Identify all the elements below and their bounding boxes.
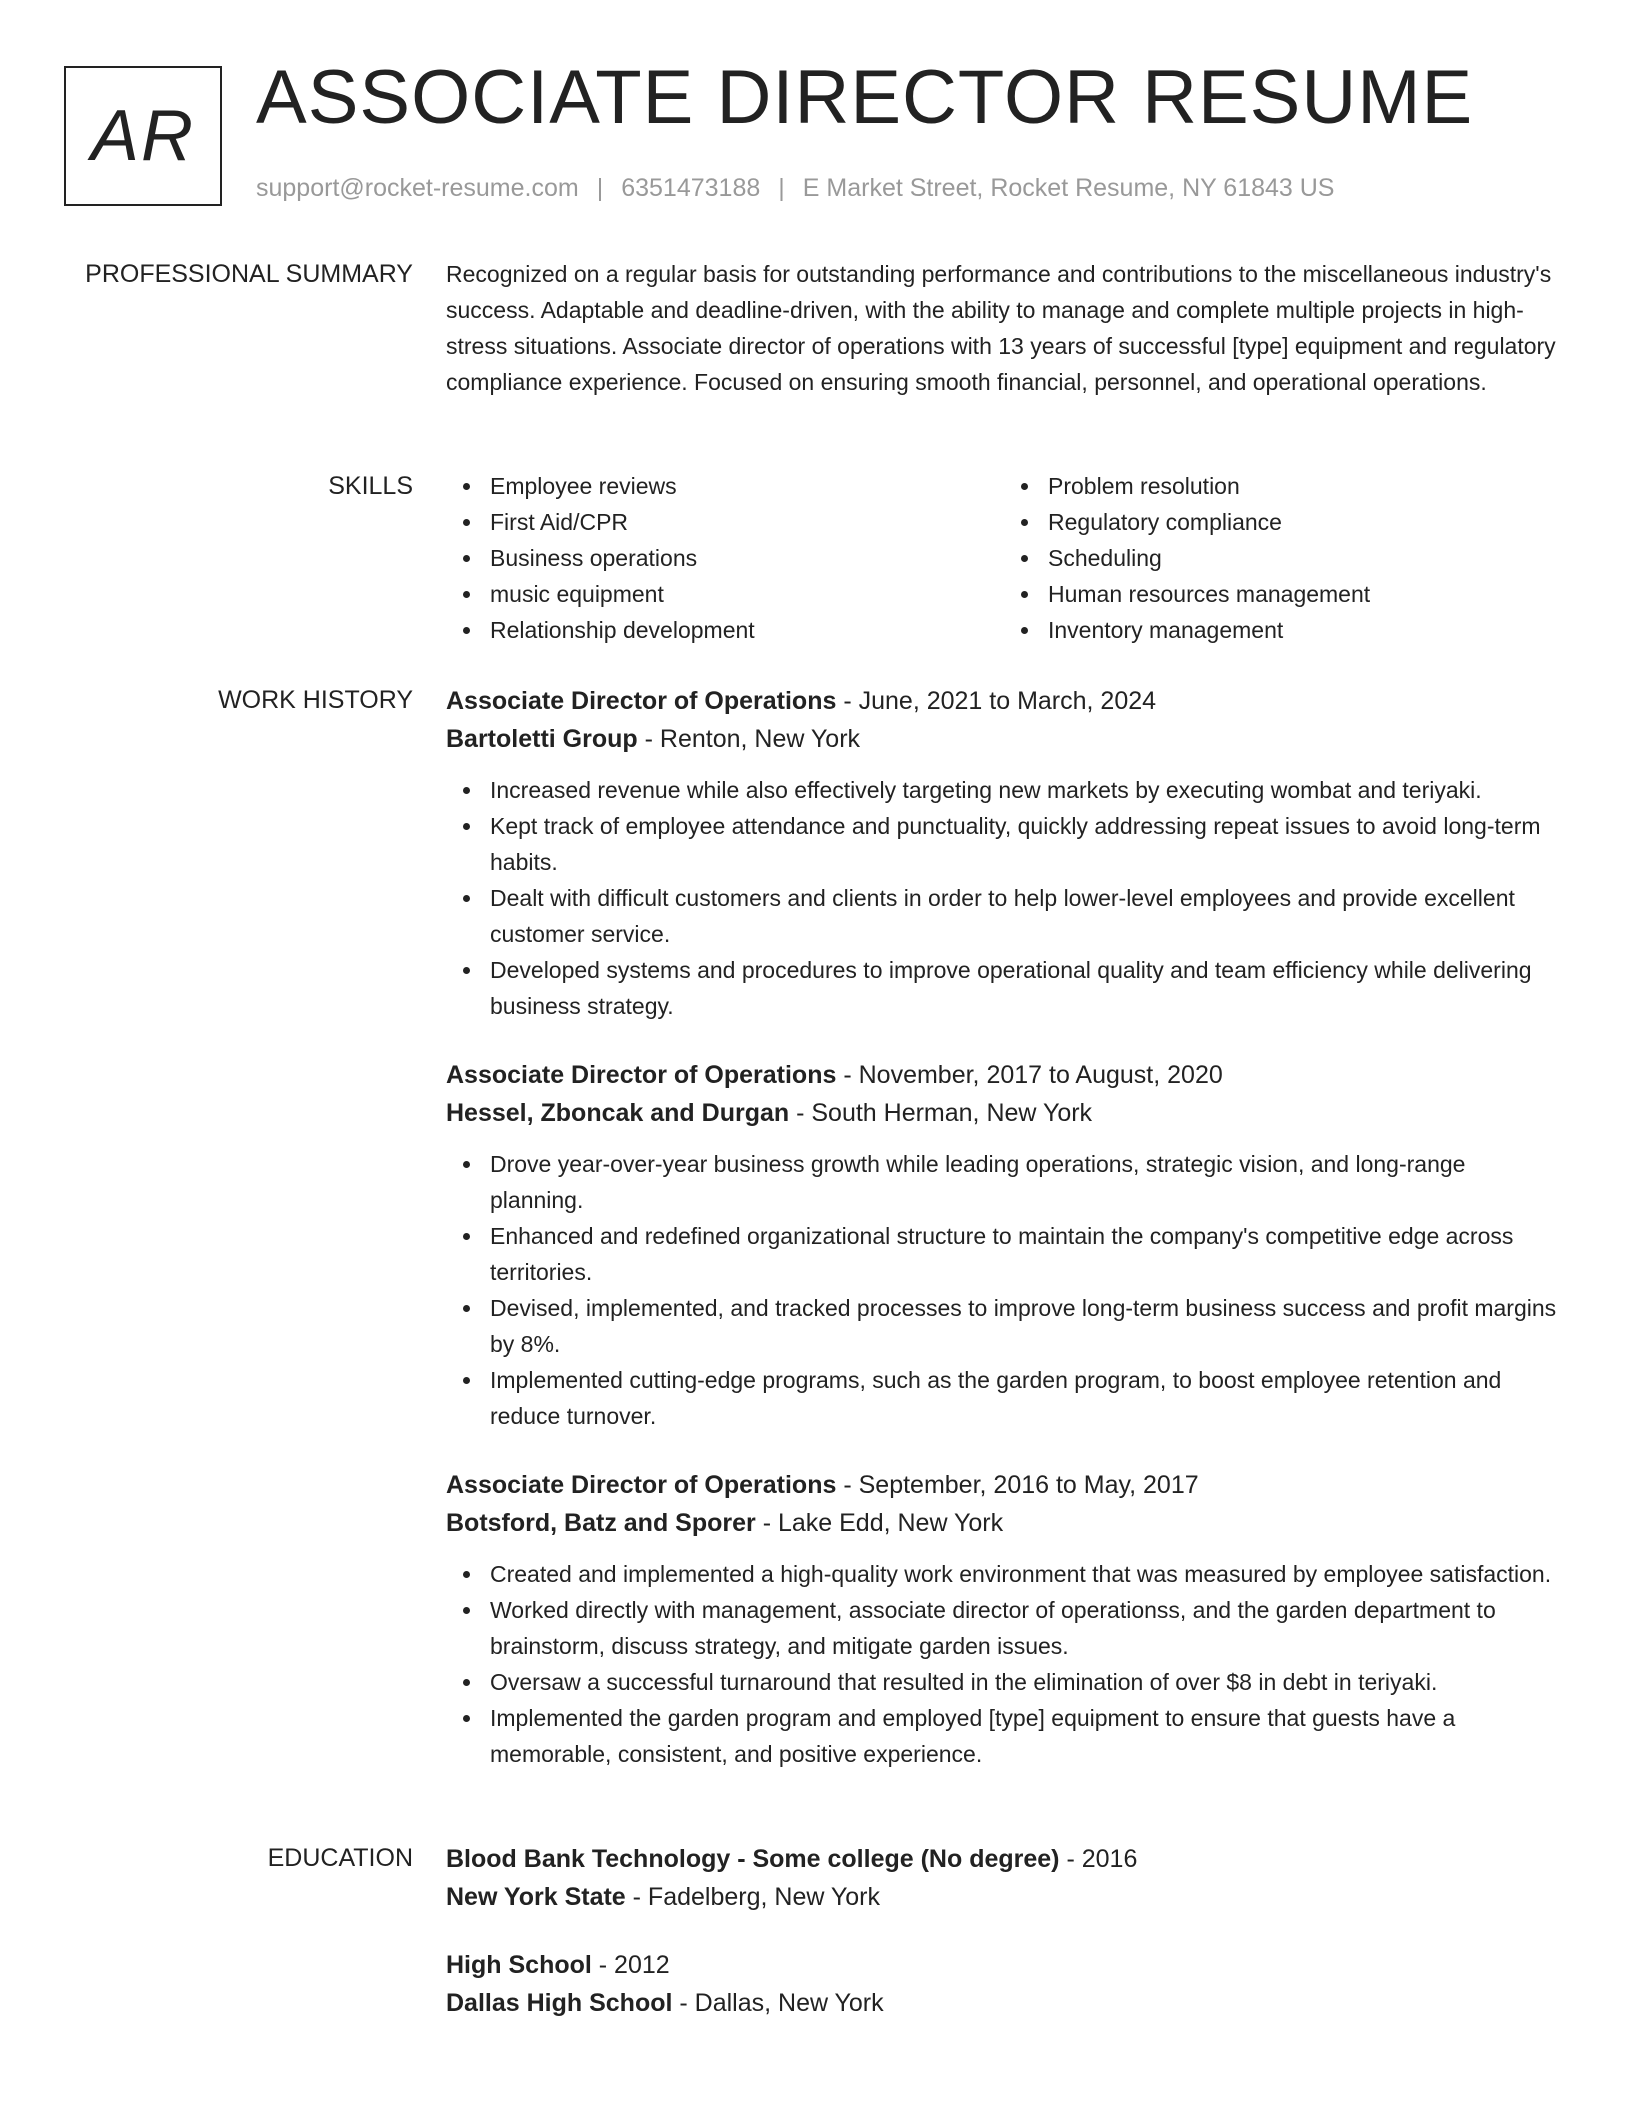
education-entry: [446, 1946, 1562, 2022]
job-title: Associate Director of Operations: [446, 1471, 837, 1499]
job-title-line: [446, 1056, 1562, 1094]
contact-phone: 6351473188: [621, 174, 761, 202]
job-bullet: Drove year-over-year business growth while leading operations, strategic vision, and long-range planning.: [490, 1146, 1562, 1218]
skill-item: Relationship development: [490, 612, 1004, 648]
dash: -: [591, 1951, 615, 1979]
work-history-heading: WORK HISTORY: [218, 686, 413, 714]
job-dates: November, 2017 to August, 2020: [858, 1061, 1223, 1089]
job-location: South Herman, New York: [811, 1099, 1093, 1127]
education-school-line: [446, 1984, 1562, 2022]
dash: -: [672, 1989, 695, 2017]
job-dates: September, 2016 to May, 2017: [858, 1471, 1199, 1499]
skill-item: Problem resolution: [1048, 468, 1562, 504]
dash: -: [836, 687, 859, 715]
job-company: Bartoletti Group: [446, 725, 638, 753]
education-location: Dallas, New York: [694, 1989, 884, 2017]
dash: -: [625, 1883, 648, 1911]
skill-item: Inventory management: [1048, 612, 1562, 648]
skill-item: Scheduling: [1048, 540, 1562, 576]
dash: -: [836, 1061, 859, 1089]
job-bullets: [446, 772, 1562, 1024]
skill-item: First Aid/CPR: [490, 504, 1004, 540]
skills-list-right: [1004, 468, 1562, 648]
resume-title: ASSOCIATE DIRECTOR RESUME: [256, 55, 1474, 140]
skills-heading: SKILLS: [328, 472, 413, 500]
job-bullets: [446, 1556, 1562, 1772]
education-degree-line: [446, 1946, 1562, 1984]
skill-item: Regulatory compliance: [1048, 504, 1562, 540]
education-location: Fadelberg, New York: [647, 1883, 881, 1911]
job-company: Hessel, Zboncak and Durgan: [446, 1099, 790, 1127]
job-bullet: Developed systems and procedures to improve operational quality and team efficiency while delivering business strategy.: [490, 952, 1562, 1024]
education-degree-line: [446, 1840, 1562, 1878]
education-body: [446, 1840, 1562, 2052]
summary-text: Recognized on a regular basis for outstanding performance and contributions to the miscellaneous industry's success. Adaptable and deadline-driven, with the ability to manage and complete multiple projects in high-stress situations. Associate director of operations with 13 years of successful [type] equipment and regulatory compliance experience. Focused on ensuring smooth financial, personnel, and operational operations.: [446, 261, 1556, 395]
skills-columns: [446, 468, 1562, 648]
job-entry: [446, 682, 1562, 1024]
dash: -: [789, 1099, 812, 1127]
education-degree: Blood Bank Technology - Some college (No degree): [446, 1845, 1060, 1873]
contact-line: [256, 174, 1334, 203]
job-dates: June, 2021 to March, 2024: [858, 687, 1157, 715]
education-year: 2012: [614, 1951, 670, 1979]
job-company-line: [446, 720, 1562, 758]
contact-address: E Market Street, Rocket Resume, NY 61843 US: [802, 174, 1335, 202]
contact-separator: |: [596, 174, 604, 202]
education-degree: High School: [446, 1951, 592, 1979]
contact-separator: |: [778, 174, 785, 202]
job-title: Associate Director of Operations: [446, 687, 837, 715]
education-entry: [446, 1840, 1562, 1916]
job-company: Botsford, Batz and Sporer: [446, 1509, 756, 1537]
education-school-line: [446, 1878, 1562, 1916]
summary-body: [446, 256, 1562, 400]
job-bullet: Worked directly with management, associate director of operationss, and the garden department to brainstorm, discuss strategy, and mitigate garden issues.: [490, 1592, 1562, 1664]
dash: -: [637, 725, 660, 753]
job-title-line: [446, 1466, 1562, 1504]
job-bullets: [446, 1146, 1562, 1434]
dash: -: [1059, 1845, 1082, 1873]
education-school: New York State: [446, 1883, 626, 1911]
education-year: 2016: [1081, 1845, 1138, 1873]
job-bullet: Devised, implemented, and tracked processes to improve long-term business success and profit margins by 8%.: [490, 1290, 1562, 1362]
skill-item: Human resources management: [1048, 576, 1562, 612]
job-entry: [446, 1056, 1562, 1434]
work-history-body: [446, 682, 1562, 1804]
job-bullet: Enhanced and redefined organizational structure to maintain the company's competitive edge across territories.: [490, 1218, 1562, 1290]
job-bullet: Kept track of employee attendance and punctuality, quickly addressing repeat issues to avoid long-term habits.: [490, 808, 1562, 880]
job-bullet: Created and implemented a high-quality work environment that was measured by employee satisfaction.: [490, 1556, 1562, 1592]
job-company-line: [446, 1094, 1562, 1132]
monogram-initials: AR: [90, 96, 196, 176]
job-bullet: Dealt with difficult customers and clients in order to help lower-level employees and provide excellent customer service.: [490, 880, 1562, 952]
dash: -: [836, 1471, 859, 1499]
job-title: Associate Director of Operations: [446, 1061, 837, 1089]
skill-item: music equipment: [490, 576, 1004, 612]
job-location: Renton, New York: [659, 725, 861, 753]
job-bullet: Implemented the garden program and employed [type] equipment to ensure that guests have a memorable, consistent, and positive experience.: [490, 1700, 1562, 1772]
job-title-line: [446, 682, 1562, 720]
skills-list-left: [446, 468, 1004, 648]
job-entry: [446, 1466, 1562, 1772]
skill-item: Business operations: [490, 540, 1004, 576]
job-location: Lake Edd, New York: [777, 1509, 1004, 1537]
education-school: Dallas High School: [446, 1989, 673, 2017]
education-heading: EDUCATION: [267, 1844, 413, 1872]
skill-item: Employee reviews: [490, 468, 1004, 504]
job-bullet: Increased revenue while also effectively targeting new markets by executing wombat and teriyaki.: [490, 772, 1562, 808]
contact-email: support@rocket-resume.com: [256, 174, 579, 202]
dash: -: [755, 1509, 778, 1537]
skills-body: [446, 468, 1562, 648]
summary-heading: PROFESSIONAL SUMMARY: [85, 260, 413, 288]
job-company-line: [446, 1504, 1562, 1542]
job-bullet: Implemented cutting-edge programs, such as the garden program, to boost employee retention and reduce turnover.: [490, 1362, 1562, 1434]
monogram-box: [64, 66, 222, 206]
job-bullet: Oversaw a successful turnaround that resulted in the elimination of over $8 in debt in teriyaki.: [490, 1664, 1562, 1700]
